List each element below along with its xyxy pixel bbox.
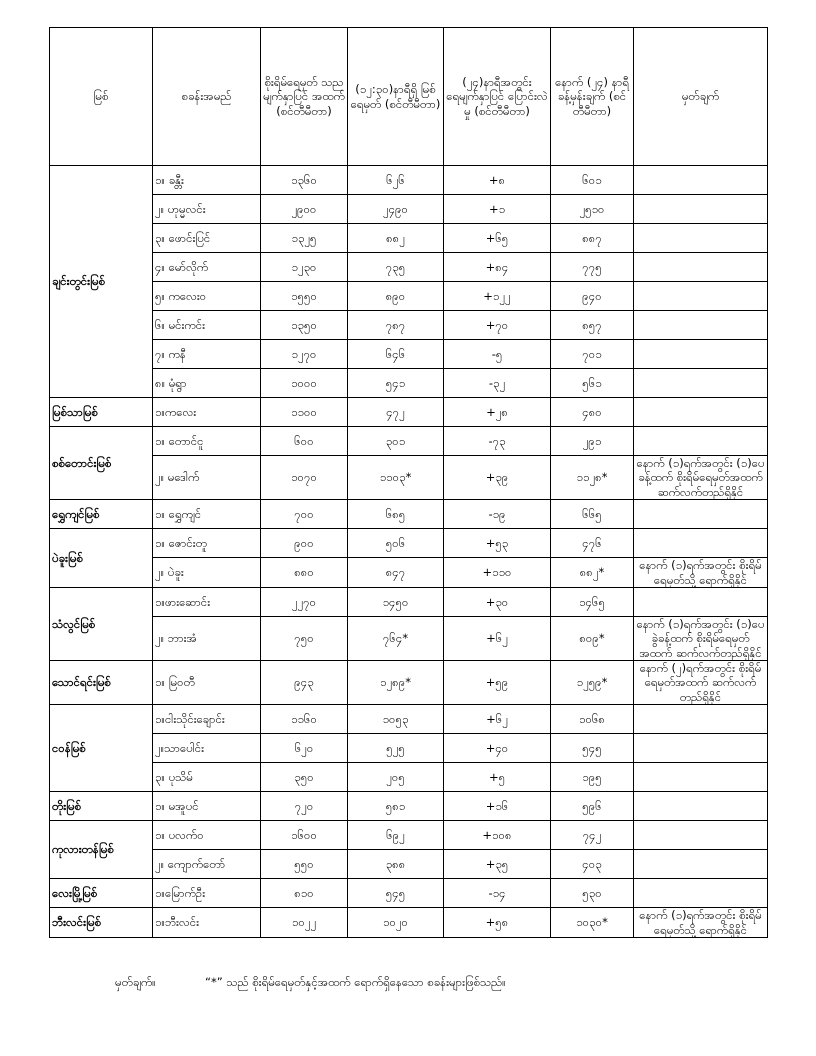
danger-level: ၃၅၀: [261, 763, 348, 792]
level-change: +၄၀: [444, 734, 551, 763]
remark-cell: [634, 879, 768, 908]
level-change: +၅၈: [444, 908, 551, 938]
table-row: [50, 427, 768, 456]
table-row: [50, 529, 768, 558]
remark-cell: [634, 253, 768, 282]
remark-cell: [634, 369, 768, 398]
level-change: -၇၃: [444, 427, 551, 456]
header-24h-change: (၂၄)နာရီအတွင်း ရေမျက်နှာပြင် ပြောင်းလဲမှု (စင်တီမီတာ): [444, 28, 551, 166]
station-name: ၁။ ခန္တီး: [153, 166, 261, 195]
remark-cell: နောက် (၁)ရက်အတွင်း (၁)ပေခန့်ထက် စိုးရိမ်ရေမှတ်အထက် ဆက်လက်တည်ရှိနိုင်: [634, 456, 768, 500]
station-name: ၆။ မင်းကင်း: [153, 311, 261, 340]
danger-level: ၂၉၀၀: [261, 195, 348, 224]
station-name: ၂။ ဟုမ္မလင်း: [153, 195, 261, 224]
forecast-level: ၂၉၁: [551, 427, 634, 456]
current-level: ၃၈၈: [348, 850, 444, 879]
remark-cell: [634, 763, 768, 792]
danger-level: ၇၂၀: [261, 792, 348, 821]
table-row: [50, 734, 768, 763]
level-change: -၁၄: [444, 879, 551, 908]
current-level: ၂၀၅: [348, 763, 444, 792]
forecast-level: ၂၅၁၀: [551, 195, 634, 224]
danger-level: ၁၂၇၀: [261, 340, 348, 369]
remark-cell: [634, 734, 768, 763]
danger-level: ၉၄၃: [261, 661, 348, 705]
forecast-level: ၈၀၉*: [551, 616, 634, 660]
danger-level: ၁၀၂၂: [261, 908, 348, 938]
table-row: [50, 224, 768, 253]
footnote-label: မှတ်ချက်။: [115, 975, 156, 989]
level-change: +၆၂: [444, 705, 551, 734]
current-level: ၅၄၁: [348, 369, 444, 398]
remark-cell: နောက် (၁)ရက်အတွင်း (၁)ပေခွဲခန့်ထက် စိုးရိမ်ရေမှတ်အထက် ဆက်လက်တည်ရှိနိုင်: [634, 616, 768, 660]
level-change: -၅: [444, 340, 551, 369]
river-name: ချင်းတွင်းမြစ်: [50, 166, 153, 398]
forecast-level: ၆၀၁: [551, 166, 634, 195]
remark-cell: [634, 500, 768, 529]
river-name: ရွှေကျင်မြစ်: [50, 500, 153, 529]
level-change: +၇၀: [444, 311, 551, 340]
header-station: စခန်းအမည်: [153, 28, 261, 166]
forecast-level: ၁၄၆၅: [551, 587, 634, 616]
danger-level: ၁၃၆၀: [261, 166, 348, 195]
table-row: [50, 369, 768, 398]
current-level: ၇၆၄*: [348, 616, 444, 660]
forecast-level: ၄၀၃: [551, 850, 634, 879]
forecast-level: ၅၉၆: [551, 792, 634, 821]
table-row: [50, 558, 768, 588]
table-row: [50, 821, 768, 850]
station-name: ၂။ မဒေါက်: [153, 456, 261, 500]
current-level: ၅၈၁: [348, 792, 444, 821]
station-name: ၂။ ဘားအံ: [153, 616, 261, 660]
table-row: [50, 661, 768, 705]
remark-cell: [634, 195, 768, 224]
danger-level: ၁၀၀၀: [261, 369, 348, 398]
header-remark: မှတ်ချက်: [634, 28, 768, 166]
station-name: ၈။ မုံရွာ: [153, 369, 261, 398]
station-name: ၂။ ပဲခူး: [153, 558, 261, 588]
footnote: [0, 975, 816, 995]
forecast-level: ၈၅၇: [551, 311, 634, 340]
danger-level: ၁၃၅၀: [261, 311, 348, 340]
remark-cell: နောက် (၁)ရက်အတွင်း စိုးရိမ်ရေမှတ်သို့ ရောက်ရှိနိုင်: [634, 908, 768, 938]
current-level: ၁၁၀၃*: [348, 456, 444, 500]
remark-cell: [634, 850, 768, 879]
station-name: ၁။ တောင်ငူ: [153, 427, 261, 456]
level-change: +၁၂၂: [444, 282, 551, 311]
level-change: +၈၄: [444, 253, 551, 282]
current-level: ၁၂၈၉*: [348, 661, 444, 705]
remark-cell: နောက် (၂)ရက်အတွင်း စိုးရိမ်ရေမှတ်အထက် ဆက်လက်တည်ရှိနိုင်: [634, 661, 768, 705]
forecast-level: ၇၄၂: [551, 821, 634, 850]
header-row: [50, 28, 768, 166]
danger-level: ၈၈၀: [261, 558, 348, 588]
current-level: ၁၄၅၀: [348, 587, 444, 616]
forecast-level: ၁၀၃၀*: [551, 908, 634, 938]
table-row: [50, 282, 768, 311]
remark-cell: [634, 427, 768, 456]
level-change: +၅၃: [444, 529, 551, 558]
current-level: ၁၀၅၃: [348, 705, 444, 734]
river-name: မြစ်သာမြစ်: [50, 398, 153, 427]
river-name: လေးမြို့မြစ်: [50, 879, 153, 908]
forecast-level: ၄၈၀: [551, 398, 634, 427]
danger-level: ၉၀၀: [261, 529, 348, 558]
current-level: ၆၈၅: [348, 500, 444, 529]
forecast-level: ၅၄၅: [551, 734, 634, 763]
remark-cell: [634, 529, 768, 558]
remark-cell: [634, 792, 768, 821]
danger-level: ၁၁၀၀: [261, 398, 348, 427]
danger-level: ၈၁၀: [261, 879, 348, 908]
forecast-level: ၄၇၆: [551, 529, 634, 558]
current-level: ၅၀၆: [348, 529, 444, 558]
forecast-level: ၈၈၂*: [551, 558, 634, 588]
current-level: ၂၄၉၀: [348, 195, 444, 224]
current-level: ၆၂၆: [348, 166, 444, 195]
table-row: [50, 705, 768, 734]
level-change: +၃၉: [444, 456, 551, 500]
forecast-level: ၇၀၁: [551, 340, 634, 369]
level-change: +၃၀: [444, 587, 551, 616]
table-row: [50, 398, 768, 427]
table-row: [50, 340, 768, 369]
station-name: ၁။ ရွှေကျင်: [153, 500, 261, 529]
station-name: ၁။ကလေး: [153, 398, 261, 427]
current-level: ၈၄၇: [348, 558, 444, 588]
remark-cell: [634, 166, 768, 195]
table-row: [50, 253, 768, 282]
river-name: ဘီးလင်းမြစ်: [50, 908, 153, 938]
station-name: ၁။ မအူပင်: [153, 792, 261, 821]
table-row: [50, 763, 768, 792]
danger-level: ၁၃၂၅: [261, 224, 348, 253]
river-name: သောင်ရင်းမြစ်: [50, 661, 153, 705]
table-row: [50, 616, 768, 660]
level-change: +၅: [444, 763, 551, 792]
danger-level: ၇၅၀: [261, 616, 348, 660]
forecast-level: ၁၀၆၈: [551, 705, 634, 734]
remark-cell: [634, 224, 768, 253]
forecast-level: ၁၉၅: [551, 763, 634, 792]
footnote-text: “*” သည် စိုးရိမ်ရေမှတ်နှင့်အထက် ရောက်ရှိနေသော စခန်းများဖြစ်သည်။: [205, 975, 506, 989]
danger-level: ၆၂၀: [261, 734, 348, 763]
forecast-level: ၆၆၅: [551, 500, 634, 529]
station-name: ၇။ ကနီ: [153, 340, 261, 369]
header-forecast: နောက် (၂၄) နာရီ ခန့်မှန်းချက် (စင်တီမီတာ): [551, 28, 634, 166]
current-level: ၇၃၅: [348, 253, 444, 282]
table-row: [50, 195, 768, 224]
table-row: [50, 879, 768, 908]
level-change: +၆၂: [444, 616, 551, 660]
level-change: +၂၈: [444, 398, 551, 427]
table-row: [50, 587, 768, 616]
current-level: ၈၈၂: [348, 224, 444, 253]
danger-level: ၅၅၀: [261, 850, 348, 879]
forecast-level: ၁၁၂၈*: [551, 456, 634, 500]
danger-level: ၆၀၀: [261, 427, 348, 456]
table-row: [50, 166, 768, 195]
remark-cell: [634, 311, 768, 340]
current-level: ၆၄၆: [348, 340, 444, 369]
table-row: [50, 311, 768, 340]
danger-level: ၁၁၆၀: [261, 705, 348, 734]
current-level: ၇၈၇: [348, 311, 444, 340]
level-change: -၁၉: [444, 500, 551, 529]
station-name: ၅။ ကလေးဝ: [153, 282, 261, 311]
level-change: +၅၉: [444, 661, 551, 705]
forecast-level: ၅၃၀: [551, 879, 634, 908]
forecast-level: ၅၆၁: [551, 369, 634, 398]
current-level: ၃၀၁: [348, 427, 444, 456]
table-row: [50, 792, 768, 821]
current-level: ၆၉၂: [348, 821, 444, 850]
station-name: ၁။ငါးသိုင်းချောင်း: [153, 705, 261, 734]
header-river: မြစ်: [50, 28, 153, 166]
danger-level: ၁၂၃၀: [261, 253, 348, 282]
level-change: +၃၅: [444, 850, 551, 879]
level-change: +၁၁၀: [444, 558, 551, 588]
river-name: တိုးမြစ်: [50, 792, 153, 821]
river-name: သံလွင်မြစ်: [50, 587, 153, 660]
station-name: ၂။သာပေါင်း: [153, 734, 261, 763]
current-level: ၁၀၂၀: [348, 908, 444, 938]
level-change: +၁၆: [444, 792, 551, 821]
remark-cell: [634, 282, 768, 311]
remark-cell: နောက် (၁)ရက်အတွင်း စိုးရိမ်ရေမှတ်သို့ ရောက်ရှိနိုင်: [634, 558, 768, 588]
current-level: ၅၂၅: [348, 734, 444, 763]
station-name: ၁။မြောက်ဦး: [153, 879, 261, 908]
table-row: [50, 908, 768, 938]
remark-cell: [634, 340, 768, 369]
forecast-level: ၁၂၅၉*: [551, 661, 634, 705]
remark-cell: [634, 821, 768, 850]
current-level: ၄၇၂: [348, 398, 444, 427]
header-current-level: (၁၂:၃၀)နာရီရှိ မြစ်ရေမှတ် (စင်တီမီတာ): [348, 28, 444, 166]
level-change: +၈: [444, 166, 551, 195]
station-name: ၃။ ပုသိမ်: [153, 763, 261, 792]
danger-level: ၁၆၀၀: [261, 821, 348, 850]
danger-level: ၁၀၇၀: [261, 456, 348, 500]
table-row: [50, 456, 768, 500]
station-name: ၂။ ကျောက်တော်: [153, 850, 261, 879]
current-level: ၈၉၀: [348, 282, 444, 311]
river-name: ပဲခူးမြစ်: [50, 529, 153, 588]
station-name: ၁။ဖားဆောင်း: [153, 587, 261, 616]
forecast-level: ၈၈၇: [551, 224, 634, 253]
river-name: စစ်တောင်းမြစ်: [50, 427, 153, 500]
remark-cell: [634, 398, 768, 427]
level-change: +၁: [444, 195, 551, 224]
table-row: [50, 850, 768, 879]
level-change: +၆၅: [444, 224, 551, 253]
danger-level: ၁၅၅၀: [261, 282, 348, 311]
station-name: ၁။ ဇောင်းတူ: [153, 529, 261, 558]
level-change: +၁၀၈: [444, 821, 551, 850]
header-danger-level: စိုးရိမ်ရေမှတ် သည မျက်နှာပြင် အထက် (စင်တီမီတာ): [261, 28, 348, 166]
danger-level: ၇၀၀: [261, 500, 348, 529]
station-name: ၁။ ပလက်ဝ: [153, 821, 261, 850]
danger-level: ၂၂၇၀: [261, 587, 348, 616]
station-name: ၄။ မော်လိုက်: [153, 253, 261, 282]
station-name: ၁။ဘီးလင်း: [153, 908, 261, 938]
remark-cell: [634, 587, 768, 616]
station-name: ၃။ ဖောင်းပြင်: [153, 224, 261, 253]
station-name: ၁။ မြဝတီ: [153, 661, 261, 705]
forecast-level: ၉၄၀: [551, 282, 634, 311]
water-level-table: [49, 27, 768, 938]
table-body: [50, 166, 768, 938]
forecast-level: ၇၇၅: [551, 253, 634, 282]
river-name: ငဝန်မြစ်: [50, 705, 153, 792]
remark-cell: [634, 705, 768, 734]
level-change: -၃၂: [444, 369, 551, 398]
current-level: ၅၄၅: [348, 879, 444, 908]
river-name: ကုလားတန်မြစ်: [50, 821, 153, 879]
table-row: [50, 500, 768, 529]
